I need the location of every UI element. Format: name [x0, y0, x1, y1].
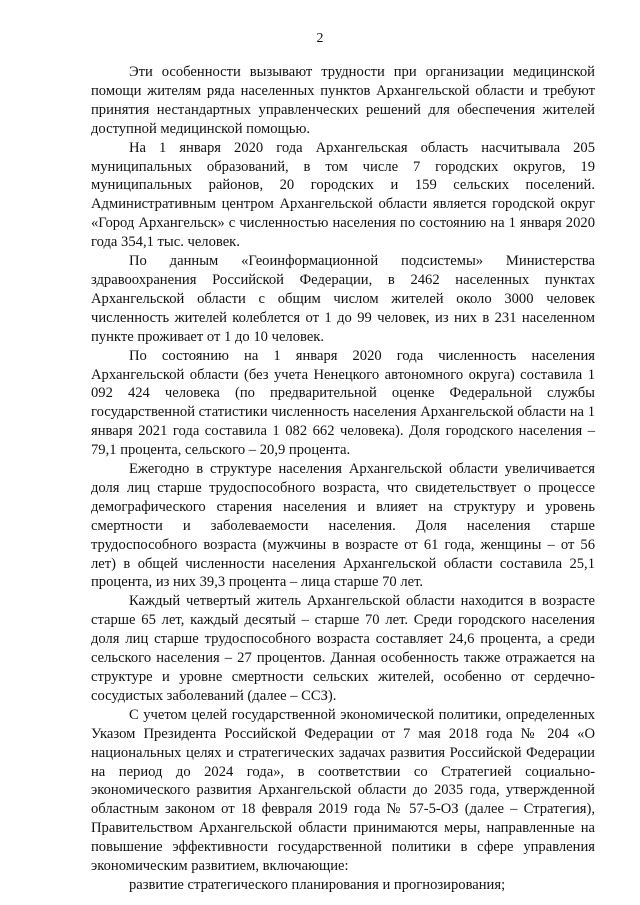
page-number: 2: [316, 31, 324, 46]
paragraph-7: С учетом целей государственной экономической политики, определенных Указом Президента Российской Федерации от 7 мая 2018 года № 204 «О национальных целях и стратегических задачах развития Российской Федерации на период до 2024 года», в соответствии со Стратегией социально-экономического развития Архангельской области до 2035 года, утвержденной областным законом от 18 февраля 2019 года № 57-5-ОЗ (далее – Стратегия), Правительством Архангельской области принимаются меры, направленные на повышение эффективности государственной политики в сфере управления экономическим развитием, включающие:: [91, 706, 595, 875]
document-body: [91, 63, 595, 895]
paragraph-5: Ежегодно в структуре населения Архангельской области увеличивается доля лиц старше трудоспособного возраста, что свидетельствует о процессе демографического старения населения и влияет на структуру и уровень смертности и заболеваемости населения. Доля населения старше трудоспособного возраста (мужчины в возрасте от 61 года, женщины – от 56 лет) в общей численности населения Архангельской области составила 25,1 процента, из них 39,3 процента – лица старше 70 лет.: [91, 461, 595, 591]
paragraph-3: По данным «Геоинформационной подсистемы» Министерства здравоохранения Российской Федерации, в 2462 населенных пунктах Архангельской области с общим числом жителей около 3000 человек численность жителей колеблется от 1 до 99 человек, из них в 231 населенном пункте проживает от 1 до 10 человек.: [91, 253, 595, 345]
paragraph-2: На 1 января 2020 года Архангельская область насчитывала 205 муниципальных образований, в том числе 7 городских округов, 19 муниципальных районов, 20 городских и 159 сельских поселений. Административным центром Архангельской области является городской округ «Город Архангельск» с численностью населения по состоянию на 1 января 2020 года 354,1 тыс. человек.: [91, 139, 595, 251]
paragraph-4: По состоянию на 1 января 2020 года численность населения Архангельской области (без учета Ненецкого автономного округа) составила 1 092 424 человека (по предварительной оценке Федеральной службы государственной статистики численность населения Архангельской области на 1 января 2021 года составила 1 082 662 человека). Доля городского населения – 79,1 процента, сельского – 20,9 процента.: [91, 347, 595, 459]
paragraph-6: Каждый четвертый житель Архангельской области находится в возрасте старше 65 лет, каждый десятый – старше 70 лет. Среди городского населения доля лиц старше трудоспособного возраста составляет 24,6 процента, а среди сельского населения – 27 процентов. Данная особенность также отражается на структуре и уровне смертности сельских жителей, особенно от сердечно-сосудистых заболеваний (далее – ССЗ).: [91, 593, 595, 704]
paragraph-1: Эти особенности вызывают трудности при организации медицинской помощи жителям ряда населенных пунктов Архангельской области и требуют принятия нестандартных управленческих решений для обеспечения жителей доступной медицинской помощью.: [91, 64, 595, 137]
paragraph-8: развитие стратегического планирования и прогнозирования;: [129, 876, 506, 893]
